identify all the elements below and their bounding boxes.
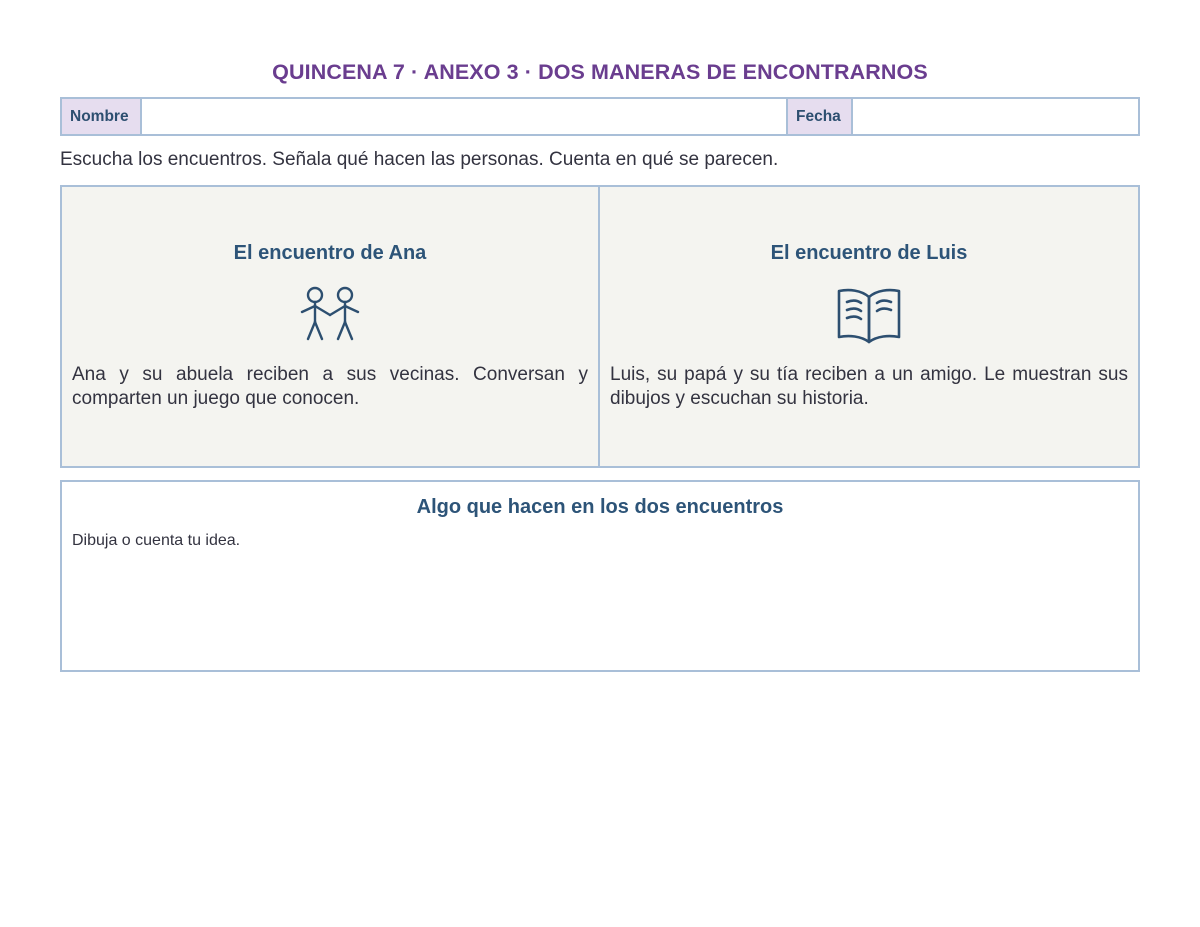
open-book-icon <box>835 285 903 350</box>
name-label: Nombre <box>62 99 142 134</box>
instructions-text: Escucha los encuentros. Señala qué hacen las personas. Cuenta en qué se parecen. <box>60 149 779 170</box>
name-field[interactable] <box>142 99 788 134</box>
two-people-holding-hands-icon <box>298 285 362 348</box>
card-luis <box>600 187 1138 466</box>
card-ana <box>62 187 600 466</box>
common-activity-box[interactable] <box>60 480 1140 672</box>
card-ana-title: El encuentro de Ana <box>233 242 427 264</box>
common-activity-title: Algo que hacen en los dos encuentros <box>416 496 784 518</box>
card-luis-title: El encuentro de Luis <box>770 242 968 264</box>
common-activity-hint: Dibuja o cuenta tu idea. <box>72 532 241 549</box>
card-luis-text: Luis, su papá y su tía reciben a un amigo. Le muestran sus dibujos y escuchan su historia. <box>610 364 1128 409</box>
date-label: Fecha <box>788 99 853 134</box>
date-field[interactable] <box>853 99 1138 134</box>
card-ana-text: Ana y su abuela reciben a sus vecinas. Conversan y comparten un juego que conocen. <box>72 364 588 409</box>
encounters-panel <box>60 185 1140 468</box>
student-info-row <box>60 97 1140 136</box>
page-title: QUINCENA 7 · ANEXO 3 · DOS MANERAS DE ENCONTRARNOS <box>272 60 928 84</box>
